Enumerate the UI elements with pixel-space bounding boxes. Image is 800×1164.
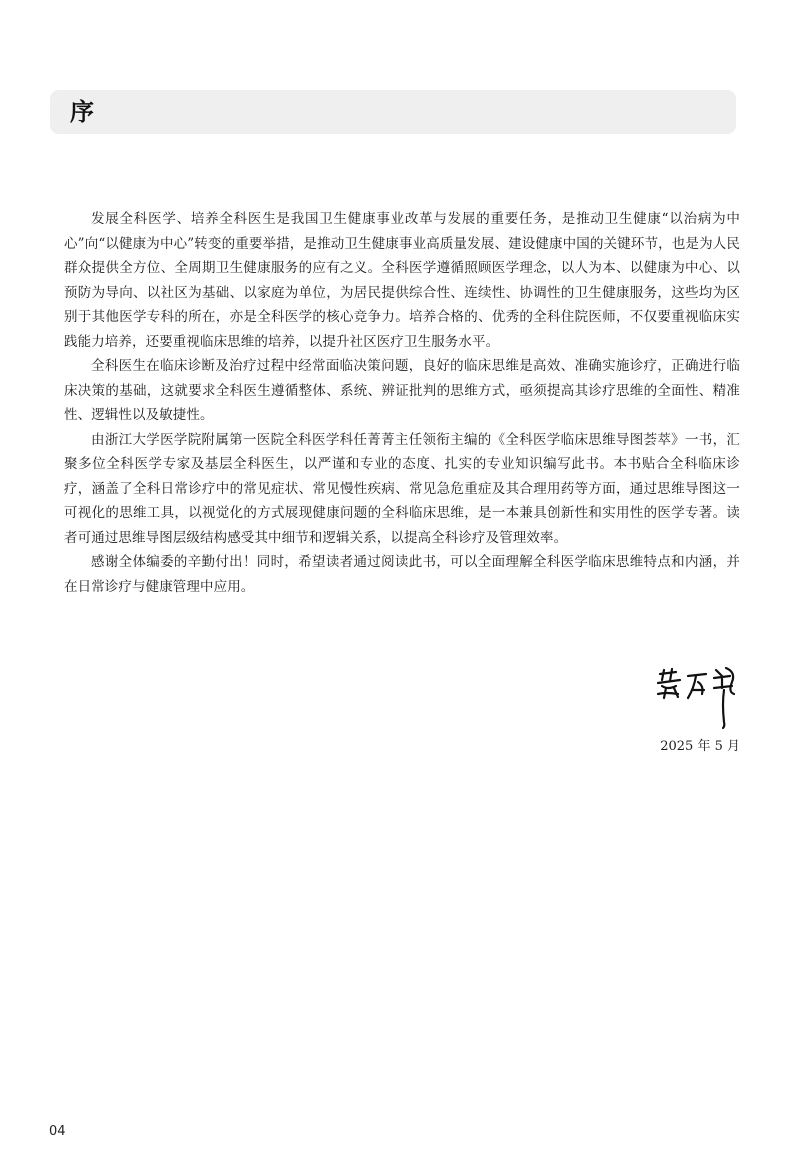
paragraph-3: 由浙江大学医学院附属第一医院全科医学科任菁菁主任领衔主编的《全科医学临床思维导图荟萃》一书，汇聚多位全科医学专家及基层全科医生，以严谨和专业的态度、扎实的专业知识编写此书。本书贴合全科临床诊疗，涵盖了全科日常诊疗中的常见症状、常见慢性疾病、常见急危重症及其合理用药等方面，通过思维导图这一可视化的思维工具，以视觉化的方式展现健康问题的全科临床思维，是一本兼具创新性和实用性的医学专著。读者可通过思维导图层级结构感受其中细节和逻辑关系，以提高全科诊疗及管理效率。 xyxy=(64,431,740,546)
handwritten-signature xyxy=(652,664,752,734)
paragraph-4: 感谢全体编委的辛勤付出！同时，希望读者通过阅读此书，可以全面理解全科医学临床思维特点和内涵，并在日常诊疗与健康管理中应用。 xyxy=(64,554,740,595)
page-number: 04 xyxy=(49,1124,66,1139)
page-title: 序 xyxy=(70,98,94,126)
paragraph-2: 全科医生在临床诊断及治疗过程中经常面临决策问题，良好的临床思维是高效、准确实施诊疗，正确进行临床决策的基础，这就要求全科医生遵循整体、系统、辨证批判的思维方式，亟须提高其诊疗思维的全面性、精准性、逻辑性以及敏捷性。 xyxy=(64,358,740,423)
section-title-bar xyxy=(50,90,736,134)
signature-date: 2025 年 5 月 xyxy=(660,739,740,754)
paragraph-1: 发展全科医学、培养全科医生是我国卫生健康事业改革与发展的重要任务，是推动卫生健康“以治病为中心”向“以健康为中心”转变的重要举措，是推动卫生健康事业高质量发展、建设健康中国的关键环节，也是为人民群众提供全方位、全周期卫生健康服务的应有之义。全科医学遵循照顾医学理念，以人为本、以健康为中心、以预防为导向、以社区为基础、以家庭为单位，为居民提供综合性、连续性、协调性的卫生健康服务，这些均为区别于其他医学专科的所在，亦是全科医学的核心竞争力。培养合格的、优秀的全科住院医师，不仅要重视临床实践能力培养，还要重视临床思维的培养，以提升社区医疗卫生服务水平。 xyxy=(64,211,740,350)
preface-body xyxy=(64,207,740,599)
